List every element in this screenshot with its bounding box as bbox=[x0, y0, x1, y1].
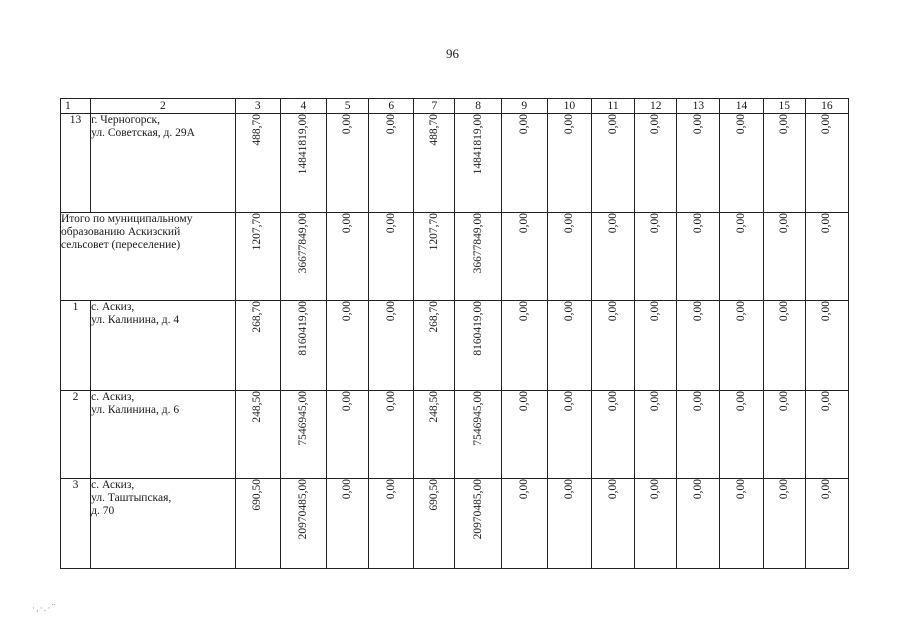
address-line: ул. Советская, д. 29А bbox=[91, 127, 195, 139]
value-cell: 0,00 bbox=[327, 301, 369, 391]
column-number: 6 bbox=[369, 99, 414, 114]
value-cell: 690,50 bbox=[414, 479, 455, 569]
value-cell: 8160419,00 bbox=[455, 301, 501, 391]
value-cell: 0,00 bbox=[501, 391, 547, 479]
table-row bbox=[61, 301, 849, 391]
value-cell: 488,70 bbox=[235, 114, 280, 213]
value-cell: 36677849,00 bbox=[280, 213, 326, 301]
value-cell: 0,00 bbox=[763, 301, 805, 391]
column-number: 15 bbox=[763, 99, 805, 114]
column-number: 3 bbox=[235, 99, 280, 114]
value-cell: 0,00 bbox=[635, 479, 677, 569]
value-cell: 0,00 bbox=[591, 114, 634, 213]
column-number: 13 bbox=[677, 99, 720, 114]
address-cell bbox=[91, 479, 236, 569]
row-number: 1 bbox=[61, 301, 91, 391]
value-cell: 0,00 bbox=[677, 213, 720, 301]
subtotal-line: образованию Аскизский bbox=[61, 226, 181, 238]
value-cell: 0,00 bbox=[369, 213, 414, 301]
value-cell: 0,00 bbox=[547, 213, 591, 301]
address-line: г. Черногорск, bbox=[91, 114, 161, 126]
value-cell: 488,70 bbox=[414, 114, 455, 213]
value-cell: 0,00 bbox=[327, 479, 369, 569]
value-cell: 248,50 bbox=[235, 391, 280, 479]
value-cell: 0,00 bbox=[677, 301, 720, 391]
value-cell: 690,50 bbox=[235, 479, 280, 569]
value-cell: 0,00 bbox=[677, 114, 720, 213]
value-cell: 0,00 bbox=[720, 301, 763, 391]
value-cell: 0,00 bbox=[805, 479, 848, 569]
table-row bbox=[61, 114, 849, 213]
column-number-row bbox=[61, 99, 849, 114]
value-cell: 0,00 bbox=[369, 479, 414, 569]
value-cell: 0,00 bbox=[501, 213, 547, 301]
address-cell bbox=[91, 301, 236, 391]
value-cell: 0,00 bbox=[327, 114, 369, 213]
subtotal-row bbox=[61, 213, 849, 301]
value-cell: 0,00 bbox=[720, 213, 763, 301]
value-cell: 8160419,00 bbox=[280, 301, 326, 391]
value-cell: 0,00 bbox=[547, 301, 591, 391]
value-cell: 20970485,00 bbox=[455, 479, 501, 569]
column-number: 16 bbox=[805, 99, 848, 114]
resettlement-table bbox=[60, 98, 849, 569]
value-cell: 0,00 bbox=[591, 391, 634, 479]
row-number: 2 bbox=[61, 391, 91, 479]
address-line: ул. Калинина, д. 6 bbox=[91, 404, 180, 416]
column-number: 7 bbox=[414, 99, 455, 114]
column-number: 14 bbox=[720, 99, 763, 114]
value-cell: 0,00 bbox=[805, 114, 848, 213]
value-cell: 0,00 bbox=[369, 301, 414, 391]
value-cell: 0,00 bbox=[677, 391, 720, 479]
value-cell: 248,50 bbox=[414, 391, 455, 479]
value-cell: 0,00 bbox=[369, 391, 414, 479]
column-number: 12 bbox=[635, 99, 677, 114]
value-cell: 0,00 bbox=[591, 213, 634, 301]
value-cell: 0,00 bbox=[547, 114, 591, 213]
row-number: 3 bbox=[61, 479, 91, 569]
address-line: д. 70 bbox=[91, 505, 115, 517]
value-cell: 1207,70 bbox=[235, 213, 280, 301]
subtotal-line: Итого по муниципальному bbox=[61, 213, 193, 225]
column-number: 4 bbox=[280, 99, 326, 114]
value-cell: 0,00 bbox=[720, 479, 763, 569]
address-cell bbox=[91, 391, 236, 479]
column-number: 1 bbox=[61, 99, 91, 114]
value-cell: 0,00 bbox=[501, 114, 547, 213]
value-cell: 36677849,00 bbox=[455, 213, 501, 301]
value-cell: 0,00 bbox=[635, 114, 677, 213]
value-cell: 0,00 bbox=[327, 213, 369, 301]
address-cell bbox=[91, 114, 236, 213]
value-cell: 0,00 bbox=[763, 114, 805, 213]
value-cell: 0,00 bbox=[635, 213, 677, 301]
address-line: с. Аскиз, bbox=[91, 479, 135, 491]
column-number: 10 bbox=[547, 99, 591, 114]
value-cell: 0,00 bbox=[763, 391, 805, 479]
value-cell: 0,00 bbox=[547, 391, 591, 479]
value-cell: 0,00 bbox=[327, 391, 369, 479]
value-cell: 14841819,00 bbox=[280, 114, 326, 213]
value-cell: 20970485,00 bbox=[280, 479, 326, 569]
row-number: 13 bbox=[61, 114, 91, 213]
column-number: 5 bbox=[327, 99, 369, 114]
column-number: 9 bbox=[501, 99, 547, 114]
address-line: ул. Калинина, д. 4 bbox=[91, 314, 180, 326]
value-cell: 268,70 bbox=[414, 301, 455, 391]
value-cell: 0,00 bbox=[805, 391, 848, 479]
page-number: 96 bbox=[446, 46, 459, 61]
value-cell: 0,00 bbox=[763, 213, 805, 301]
value-cell: 0,00 bbox=[720, 114, 763, 213]
value-cell: 268,70 bbox=[235, 301, 280, 391]
column-number: 8 bbox=[455, 99, 501, 114]
column-number: 11 bbox=[591, 99, 634, 114]
value-cell: 0,00 bbox=[720, 391, 763, 479]
value-cell: 0,00 bbox=[635, 301, 677, 391]
value-cell: 0,00 bbox=[763, 479, 805, 569]
subtotal-label bbox=[61, 213, 236, 301]
value-cell: 0,00 bbox=[591, 301, 634, 391]
value-cell: 7546945,00 bbox=[280, 391, 326, 479]
address-line: ул. Таштыпская, bbox=[91, 492, 172, 504]
value-cell: 0,00 bbox=[591, 479, 634, 569]
value-cell: 0,00 bbox=[805, 301, 848, 391]
column-number: 2 bbox=[91, 99, 236, 114]
value-cell: 0,00 bbox=[805, 213, 848, 301]
scan-mark: ·,·.·¨ bbox=[32, 604, 57, 614]
value-cell: 0,00 bbox=[677, 479, 720, 569]
address-line: с. Аскиз, bbox=[91, 391, 135, 403]
value-cell: 7546945,00 bbox=[455, 391, 501, 479]
value-cell: 0,00 bbox=[501, 479, 547, 569]
value-cell: 0,00 bbox=[635, 391, 677, 479]
address-line: с. Аскиз, bbox=[91, 301, 135, 313]
value-cell: 14841819,00 bbox=[455, 114, 501, 213]
table-row bbox=[61, 391, 849, 479]
table-row bbox=[61, 479, 849, 569]
value-cell: 0,00 bbox=[501, 301, 547, 391]
subtotal-line: сельсовет (переселение) bbox=[61, 239, 181, 251]
value-cell: 0,00 bbox=[369, 114, 414, 213]
value-cell: 1207,70 bbox=[414, 213, 455, 301]
value-cell: 0,00 bbox=[547, 479, 591, 569]
